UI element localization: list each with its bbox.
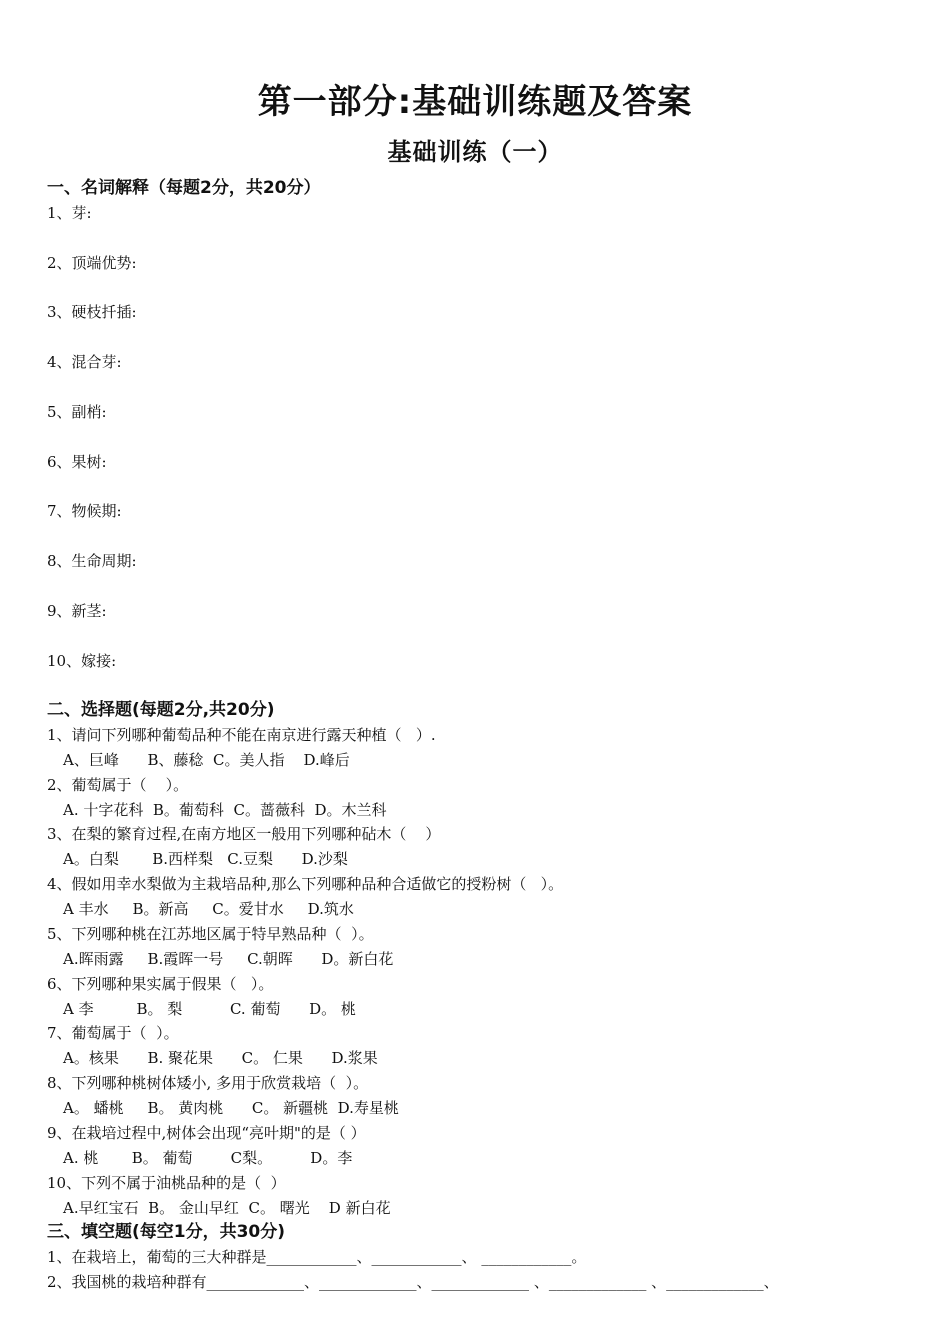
question-options: A. 桃 B。 葡萄 C梨。 D。李 (63, 1149, 353, 1167)
term-item: 7、物候期: (47, 502, 122, 520)
term-item: 3、硬枝扦插: (47, 303, 137, 321)
question-text: 1、请问下列哪种葡萄品种不能在南京进行露天种植（ ）. (47, 726, 436, 744)
term-item: 4、混合芽: (47, 353, 122, 371)
term-item: 1、芽: (47, 204, 92, 222)
question-options: A。白梨 B.西样梨 C.豆梨 D.沙梨 (63, 850, 348, 868)
question-options: A.早红宝石 B。 金山早红 C。 曙光 D 新白花 (63, 1199, 391, 1217)
page-subtitle: 基础训练（一） (387, 138, 563, 166)
question-options: A、巨峰 B、藤稔 C。美人指 D.峰后 (63, 751, 350, 769)
question-text: 3、在梨的繁育过程,在南方地区一般用下列哪种砧木（ ） (47, 825, 441, 843)
section1-heading: 一、名词解释（每题2分，共20分） (47, 178, 321, 198)
fill-blank-line: 2、我国桃的栽培种群有_____________、_____________、_____________ 、_____________ 、_____________、 (47, 1273, 779, 1291)
question-options: A 丰水 B。新高 C。爱甘水 D.筑水 (63, 900, 354, 918)
question-options: A.晖雨露 B.霞晖一号 C.朝晖 D。新白花 (63, 950, 394, 968)
term-item: 5、副梢: (47, 403, 107, 421)
question-text: 5、下列哪种桃在江苏地区属于特早熟品种（ ）。 (47, 925, 374, 943)
question-text: 7、葡萄属于（ ）。 (47, 1024, 179, 1042)
question-text: 9、在栽培过程中,树体会出现“亮叶期"的是（ ） (47, 1124, 366, 1142)
question-text: 10、下列不属于油桃品种的是（ ） (47, 1174, 286, 1192)
term-item: 2、顶端优势: (47, 254, 137, 272)
term-item: 10、嫁接: (47, 652, 117, 670)
term-item: 8、生命周期: (47, 552, 137, 570)
fill-blank-line: 1、在栽培上，葡萄的三大种群是____________、____________、 ____________。 (47, 1248, 587, 1266)
question-options: A。核果 B. 聚花果 C。 仁果 D.浆果 (63, 1049, 378, 1067)
question-text: 6、下列哪种果实属于假果（ ）。 (47, 975, 274, 993)
question-text: 8、下列哪种桃树体矮小, 多用于欣赏栽培（ ）。 (47, 1074, 369, 1092)
term-item: 6、果树: (47, 453, 107, 471)
question-options: A 李 B。 梨 C. 葡萄 D。 桃 (63, 1000, 356, 1018)
term-item: 9、新茎: (47, 602, 107, 620)
section3-heading: 三、填空题(每空1分，共30分) (47, 1222, 286, 1242)
section2-heading: 二、选择题(每题2分,共20分) (47, 700, 275, 720)
question-text: 4、假如用幸水梨做为主栽培品种,那么下列哪种品种合适做它的授粉树（ ）。 (47, 875, 564, 893)
question-options: A. 十字花科 B。葡萄科 C。蔷薇科 D。木兰科 (63, 801, 387, 819)
page-title: 第一部分:基础训练题及答案 (257, 82, 693, 122)
question-options: A。 蟠桃 B。 黄肉桃 C。 新疆桃 D.寿星桃 (63, 1099, 399, 1117)
question-text: 2、葡萄属于（ ）。 (47, 776, 189, 794)
